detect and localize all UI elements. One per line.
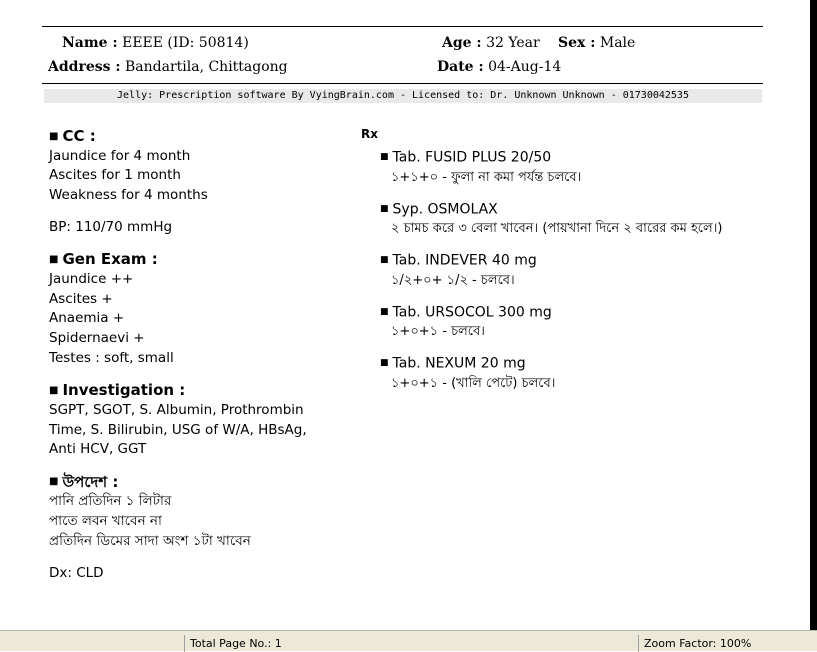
gen-exam-item: Testes : soft, small [49,349,174,366]
cc-section-title [49,126,349,147]
medicine-item [380,200,801,239]
bullet-icon: ■ [380,255,389,265]
medicine-item [380,303,801,342]
clinical-notes-column [49,126,349,583]
advice-item: পাতে লবন খাবেন না [49,513,162,530]
gen-exam-item: Anaemia + [49,310,125,327]
investigation-line: Time, S. Bilirubin, USG of W/A, HBsAg, [49,421,307,438]
bullet-icon: ■ [380,306,389,317]
bullet-icon: ■ [49,476,59,488]
license-banner: Jelly: Prescription software By VyingBrain.com - Licensed to: Dr. Unknown Unknown - 01730042535 [44,89,762,103]
bullet-icon: ■ [49,253,59,265]
gen-exam-section-title [49,249,349,270]
patient-sex-row [558,35,635,51]
name-label: Name : [62,35,118,51]
bullet-icon: ■ [49,130,59,142]
bullet-icon: ■ [49,384,59,396]
gen-exam-item: Spidernaevi + [49,329,145,346]
bullet-icon: ■ [380,152,389,162]
sex-label: Sex : [558,35,596,51]
zoom-status: Zoom Factor: 100% [638,635,817,652]
age-label: Age : [442,35,482,51]
cc-item: Weakness for 4 months [49,186,208,203]
gen-exam-title-text: Gen Exam : [62,250,158,269]
name-value: EEEE (ID: 50814) [122,35,249,51]
advice-item: পানি প্রতিদিন ১ লিটার [49,493,172,510]
investigation-title-text: Investigation : [62,381,186,400]
address-label: Address : [48,59,121,75]
date-value: 04-Aug-14 [488,59,562,75]
gen-exam-item: Ascites + [49,290,113,307]
total-pages-status: Total Page No.: 1 [184,635,638,652]
medicine-name: Tab. URSOCOL 300 mg [392,304,552,320]
address-value: Bandartila, Chittagong [124,59,288,75]
medicine-dose: ১+০+১ - চলবে। [391,324,485,339]
medicine-item [380,148,801,187]
investigation-section-title [49,380,349,401]
status-pane-empty [0,635,184,652]
medicine-dose: ১+১+০ - ফুলা না কমা পর্যন্ত চলবে। [391,169,582,185]
sex-value: Male [599,35,636,51]
status-bar [0,630,817,651]
bullet-icon: ■ [380,358,389,368]
advice-item: প্রতিদিন ডিমের সাদা অংশ ১টা খাবেন [49,532,251,549]
investigation-line: SGPT, SGOT, S. Albumin, Prothrombin [49,401,304,418]
cc-title-text: CC : [62,127,96,145]
date-label: Date : [437,59,484,75]
blood-pressure: BP: 110/70 mmHg [49,218,173,235]
advice-section-title [49,472,349,493]
rx-label: Rx [361,127,378,141]
diagnosis: Dx: CLD [49,564,104,581]
medicine-dose: ১+০+১ - (খালি পেটে) চলবে। [391,375,556,391]
medicine-name: Syp. OSMOLAX [392,201,498,217]
medicine-item [380,251,801,290]
bullet-icon: ■ [380,203,389,214]
gen-exam-item: Jaundice ++ [49,270,134,287]
page-right-edge [810,0,817,630]
medicine-dose: ২ চামচ করে ৩ বেলা খাবেন। (পায়খানা দিনে ২ বারের কম হলে।) [391,221,723,236]
rx-column [361,126,801,393]
header-top-rule [42,26,763,27]
patient-age-row [442,35,540,51]
medicine-name: Tab. INDEVER 40 mg [392,252,537,269]
medicine-item [380,354,801,393]
patient-name-row [62,35,249,51]
header-bottom-rule [42,83,763,84]
cc-item: Ascites for 1 month [49,167,181,184]
prescription-date-row [437,59,561,75]
patient-address-row [48,59,288,75]
investigation-line: Anti HCV, GGT [49,441,147,458]
medicine-dose: ১/২+০+ ১/২ - চলবে। [391,272,515,288]
cc-item: Jaundice for 4 month [49,147,191,164]
advice-title-text: উপদেশ : [62,472,119,491]
age-value: 32 Year [486,35,540,51]
medicine-name: Tab. NEXUM 20 mg [392,355,526,372]
medicine-name: Tab. FUSID PLUS 20/50 [392,149,552,166]
